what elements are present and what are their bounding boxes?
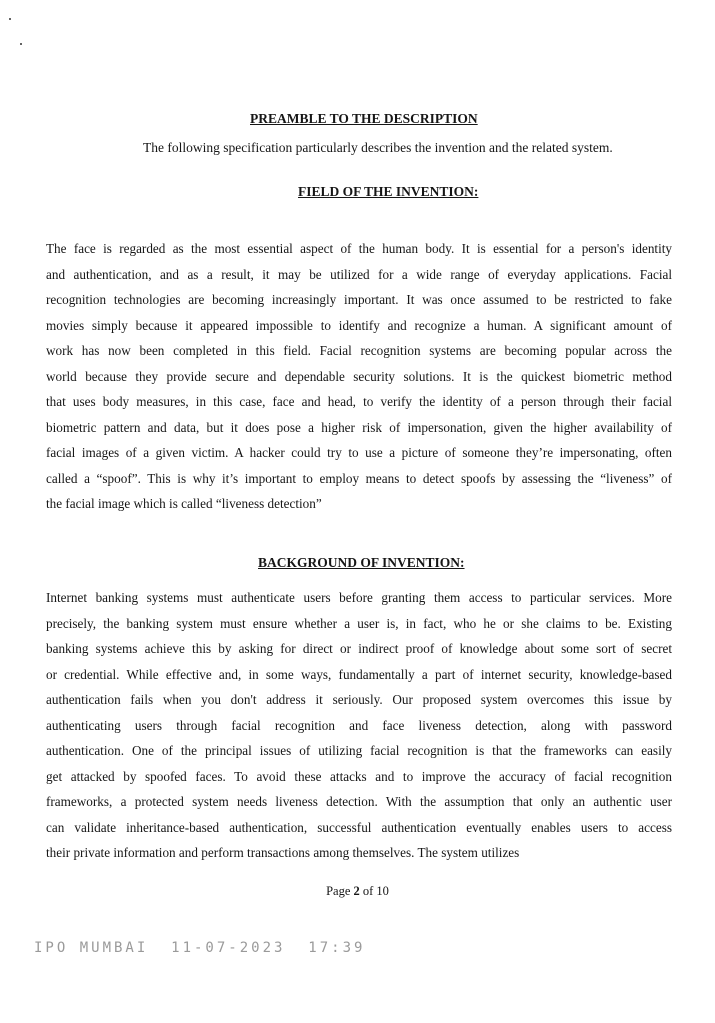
page-prefix: Page [326, 884, 354, 898]
text-line: movies simply because it appeared impossible to identify and recognize a human. A significant amount of [46, 317, 672, 333]
office-stamp: IPO MUMBAI 11-07-2023 17:39 [34, 940, 366, 956]
text-line: get attacked by spoofed faces. To avoid these attacks and to improve the accuracy of facial recognition [46, 768, 672, 784]
text-line: biometric pattern and data, but it does pose a higher risk of impersonation, given the higher availability of [46, 419, 672, 435]
text-line: world because they provide secure and dependable security solutions. It is the quickest biometric method [46, 368, 672, 384]
scan-speck [9, 18, 11, 20]
preamble-text: The following specification particularly describes the invention and the related system. [143, 140, 613, 155]
text-line: work has now been completed in this field. Facial recognition systems are becoming popular across the [46, 343, 672, 358]
text-line: facial images of a given victim. A hacker could try to use a picture of someone they’re impersonating, often [46, 445, 672, 460]
page-number [0, 884, 715, 899]
text-line: The face is regarded as the most essential aspect of the human body. It is essential for a person's identity [46, 241, 672, 256]
text-line: recognition technologies are becoming increasingly important. It was once assumed to be restricted to fake [46, 292, 672, 307]
text-line: authentication. One of the principal issues of utilizing facial recognition is that the frameworks can easily [46, 743, 672, 758]
text-line: frameworks, a protected system needs liveness detection. With the assumption that only an authentic user [46, 794, 672, 809]
page-suffix: of 10 [359, 884, 389, 898]
field-paragraph [46, 236, 672, 517]
page-current: 2 [353, 884, 360, 898]
text-line: authenticating users through facial recognition and face liveness detection, along with password [46, 717, 672, 733]
text-line: called a “spoof”. This is why it’s important to employ means to detect spoofs by assessing the “liveness” of [46, 470, 672, 486]
text-line: or credential. While effective and, in some ways, fundamentally a part of internet security, knowledge-based [46, 666, 672, 682]
scan-speck [20, 43, 22, 45]
text-line: banking systems achieve this by asking for direct or indirect proof of knowledge about some sort of secret [46, 641, 672, 656]
text-line: and authentication, and as a result, it may be utilized for a wide range of everyday applications. Facial [46, 266, 672, 282]
text-line: can validate inheritance-based authentication, successful authentication eventually enables users to access [46, 819, 672, 835]
preamble-heading: PREAMBLE TO THE DESCRIPTION [250, 111, 478, 126]
text-line: that uses body measures, in this case, face and head, to verify the identity of a person through their facial [46, 394, 672, 409]
text-line: authentication fails when you don't address it seriously. Our proposed system overcomes this issue by [46, 692, 672, 707]
text-line: their private information and perform transactions among themselves. The system utilizes [46, 845, 520, 860]
text-line: Internet banking systems must authenticate users before granting them access to particular services. More [46, 590, 672, 605]
background-heading: BACKGROUND OF INVENTION: [258, 555, 465, 570]
field-heading: FIELD OF THE INVENTION: [298, 184, 479, 199]
background-paragraph [46, 585, 672, 866]
text-line: precisely, the banking system must ensure whether a user is, in fact, who he or she claims to be. Existing [46, 615, 672, 631]
text-line: the facial image which is called “liveness detection” [46, 496, 322, 511]
